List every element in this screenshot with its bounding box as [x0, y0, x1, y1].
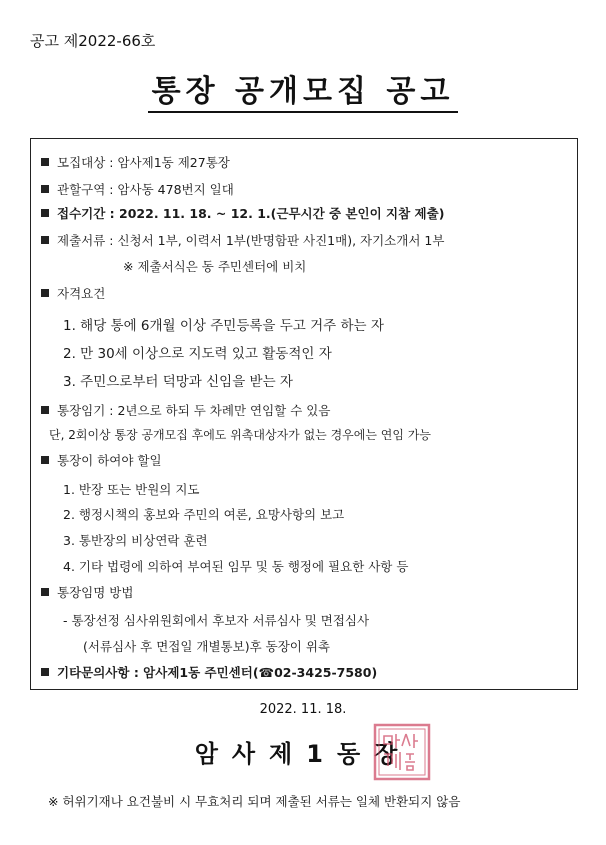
section-appointment [41, 583, 133, 601]
section-text: : 암사제1동 제27통장 [109, 155, 230, 170]
bullet-square-icon [41, 236, 49, 244]
section-label: 자격요건 [57, 286, 106, 301]
section-label: 접수기간 [57, 206, 106, 221]
list-item: 4. 기타 법령에 의하여 부여된 임무 및 동 행정에 필요한 사항 등 [63, 559, 409, 574]
section-period [41, 204, 444, 222]
notice-box [30, 138, 578, 690]
section-text: : 2022. 11. 18. ~ 12. 1.(근무시간 중 본인이 지참 제출) [109, 206, 445, 221]
notice-number: 공고 제2022-66호 [30, 32, 156, 50]
list-item: 3. 주민으로부터 덕망과 신임을 받는 자 [63, 374, 293, 390]
list-item: 1. 해당 통에 6개월 이상 주민등록을 두고 거주 하는 자 [63, 318, 384, 334]
list-item: 2. 행정시책의 홍보와 주민의 여론, 요망사항의 보고 [63, 507, 345, 522]
bullet-square-icon [41, 185, 49, 193]
section-label: 통장임명 방법 [57, 585, 134, 600]
issuer-name: 암사제1동장 [194, 740, 412, 768]
bullet-square-icon [41, 588, 49, 596]
page-title: 통장 공개모집 공고 [151, 74, 455, 109]
section-qualifications [41, 284, 105, 302]
section-label: 관할구역 [57, 182, 106, 197]
appointment-line: (서류심사 후 면접일 개별통보)후 동장이 위촉 [83, 639, 330, 654]
term-note: 단, 2회이상 통장 공개모집 후에도 위촉대상자가 없는 경우에는 연임 가능 [49, 428, 431, 442]
official-seal-icon [372, 722, 432, 782]
section-text: : 암사동 478번지 일대 [109, 182, 234, 197]
section-area [41, 180, 234, 198]
section-inquiry [41, 663, 377, 681]
list-item: 1. 반장 또는 반원의 지도 [63, 482, 200, 497]
section-documents [41, 231, 444, 249]
list-item: 3. 통반장의 비상연락 훈련 [63, 533, 208, 548]
section-duties [41, 451, 162, 469]
section-label: 통장임기 [57, 403, 106, 418]
documents-note: ※ 제출서식은 동 주민센터에 비치 [123, 259, 307, 274]
section-text: : 암사제1동 주민센터(☎02-3425-7580) [133, 665, 378, 680]
bullet-square-icon [41, 406, 49, 414]
bullet-square-icon [41, 668, 49, 676]
section-label: 통장이 하여야 할일 [57, 453, 162, 468]
section-recruit [41, 153, 230, 171]
section-text: : 신청서 1부, 이력서 1부(반명함판 사진1매), 자기소개서 1부 [109, 233, 445, 248]
section-label: 기타문의사항 [57, 665, 130, 680]
section-label: 제출서류 [57, 233, 106, 248]
appointment-line: - 통장선정 심사위원회에서 후보자 서류심사 및 면접심사 [63, 613, 370, 628]
section-term [41, 401, 330, 419]
bullet-square-icon [41, 289, 49, 297]
disclaimer: ※ 허위기재나 요건불비 시 무효처리 되며 제출된 서류는 일체 반환되지 않음 [48, 794, 461, 809]
bullet-square-icon [41, 456, 49, 464]
notice-date: 2022. 11. 18. [259, 702, 347, 717]
list-item: 2. 만 30세 이상으로 지도력 있고 활동적인 자 [63, 346, 332, 362]
section-text: : 2년으로 하되 두 차례만 연임할 수 있음 [109, 403, 331, 418]
bullet-square-icon [41, 158, 49, 166]
title-underline [148, 111, 458, 113]
section-label: 모집대상 [57, 155, 106, 170]
bullet-square-icon [41, 209, 49, 217]
